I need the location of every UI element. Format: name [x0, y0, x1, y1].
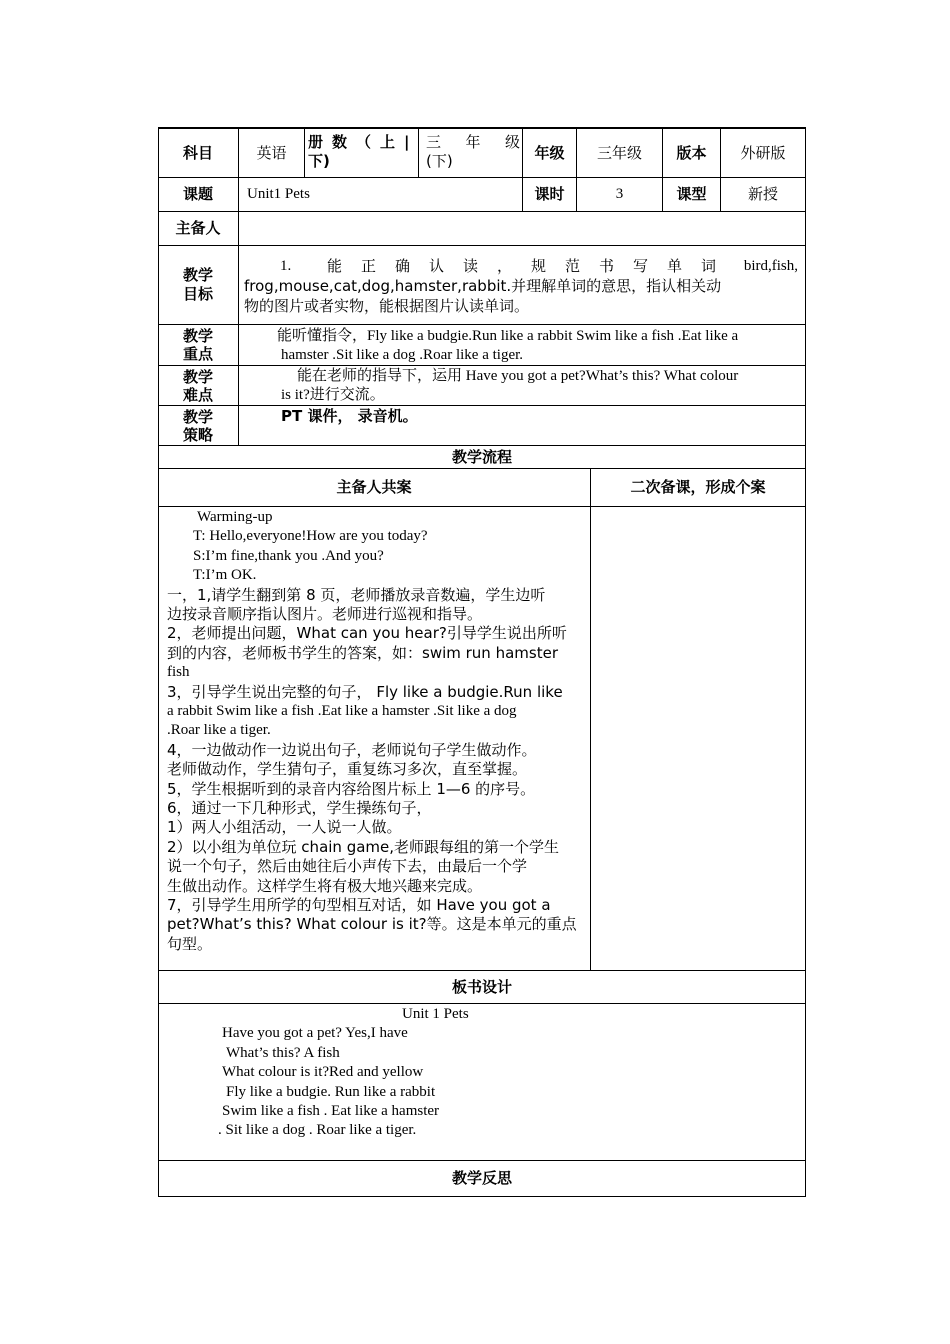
key-points-line1: 能听懂指令，Fly like a budgie.Run like a rabbit Swim like a fish .Eat like a	[277, 328, 739, 344]
label-objectives	[158, 246, 238, 324]
value-periods: 3	[615, 186, 624, 202]
label-difficulties	[158, 366, 238, 405]
board-line: Have you got a pet? Yes,I have	[222, 1025, 408, 1042]
value-volume-line1	[426, 133, 520, 152]
label-edition: 版本	[676, 143, 707, 162]
process-line: .Roar like a tiger.	[167, 722, 271, 739]
difficulties-line1: 能在老师的指导下，运用 Have you got a pet?What’s this? What colour	[297, 368, 739, 384]
objectives-line2: frog,mouse,cat,dog,hamster,rabbit.并理解单词的意思，指认相关动	[244, 277, 722, 295]
rule	[158, 1196, 806, 1197]
label-topic: 课题	[182, 185, 213, 203]
value-topic: Unit1 Pets	[247, 186, 310, 202]
rule	[158, 245, 806, 246]
label-grade: 年级	[534, 143, 565, 162]
rule	[158, 405, 806, 406]
objectives-text	[244, 256, 798, 316]
process-line: 一，1,请学生翻到第 8 页，老师播放录音数遍，学生边听	[167, 585, 546, 604]
process-line: 生做出动作。这样学生将有极大地兴趣来完成。	[167, 876, 483, 895]
value-edition: 外研版	[740, 143, 786, 162]
volume-char: 三	[426, 133, 442, 151]
label-volume	[308, 133, 419, 177]
process-line: T: Hello,everyone!How are you today?	[193, 528, 428, 545]
label-line: 策略	[182, 425, 213, 444]
volume-char: 年	[465, 133, 481, 151]
label-volume-line1: 册数（上|	[308, 133, 419, 151]
difficulties-line2: is it?进行交流。	[281, 387, 385, 403]
process-body	[167, 508, 581, 968]
process-line: T:I’m OK.	[193, 567, 257, 584]
process-line: 3，引导学生说出完整的句子， Fly like a budgie.Run like	[167, 682, 563, 701]
process-line: 5，学生根据听到的录音内容给图片标上 1—6 的序号。	[167, 779, 536, 798]
objectives-line1-zh: 能正确认读，规范书写单词	[327, 257, 736, 275]
rule	[158, 1003, 806, 1004]
section-board-design: 板书设计	[451, 977, 512, 996]
label-line: 教学	[182, 407, 213, 426]
board-line: Swim like a fish . Eat like a hamster	[222, 1103, 440, 1119]
process-line: 6，通过一下几种形式，学生操练句子，	[167, 799, 432, 817]
board-line: What colour is it?Red and yellow	[222, 1064, 424, 1081]
process-line: 老师做动作，学生猜句子，重复练习多次，直至掌握。	[167, 760, 528, 779]
objectives-number: 1.	[280, 258, 292, 274]
rule	[304, 127, 305, 177]
difficulties-text	[244, 367, 798, 405]
process-line: pet?What’s this? What colour is it?等。这是本单元的重点	[167, 915, 577, 934]
board-line: . Sit like a dog . Roar like a tiger.	[218, 1122, 417, 1139]
board-body	[158, 1005, 806, 1160]
key-points-text	[244, 327, 798, 365]
process-line: S:I’m fine,thank you .And you?	[193, 547, 384, 564]
process-line: 2，老师提出问题，What can you hear?引导学生说出所听	[167, 624, 567, 643]
board-line: What’s this? A fish	[226, 1044, 340, 1061]
rule	[158, 365, 806, 366]
label-key-points	[158, 325, 238, 365]
process-line: 说一个句子，然后由她往后小声传下去，由最后一个学	[167, 857, 528, 876]
objectives-line1	[244, 256, 798, 276]
process-line: 边按录音顺序指认图片。老师进行巡视和指导。	[167, 605, 483, 623]
section-reflection: 教学反思	[451, 1169, 512, 1187]
process-line: Warming-up	[197, 509, 273, 525]
label-line: 难点	[182, 385, 213, 404]
process-line: 1）两人小组活动，一人说一人做。	[167, 818, 402, 837]
process-line: 7，引导学生用所学的句型相互对话，如 Have you got a	[167, 896, 551, 914]
value-subject: 英语	[256, 143, 287, 162]
board-line: Fly like a budgie. Run like a rabbit	[226, 1083, 436, 1100]
label-line: 教学	[182, 266, 213, 284]
process-line: 4，一边做动作一边说出句子，老师说句子学生做动作。	[167, 740, 537, 759]
label-subject: 科目	[182, 143, 213, 162]
value-grade: 三年级	[596, 143, 642, 162]
strategy-text: PT 课件， 录音机。	[281, 407, 418, 425]
label-lesson-type: 课型	[676, 185, 707, 203]
label-line: 教学	[182, 327, 213, 345]
lesson-plan-table	[158, 127, 806, 1197]
label-line: 目标	[182, 285, 213, 303]
value-volume	[426, 133, 522, 177]
process-line: fish	[167, 664, 190, 681]
label-line: 重点	[182, 345, 213, 363]
value-lesson-type: 新授	[747, 185, 778, 203]
board-line: Unit 1 Pets	[402, 1006, 469, 1022]
rule	[158, 506, 806, 507]
rule	[418, 127, 419, 177]
key-points-line2: hamster .Sit like a dog .Roar like a tiger.	[281, 347, 524, 363]
rule	[590, 468, 591, 970]
rule	[158, 324, 806, 325]
label-line: 教学	[182, 367, 213, 386]
process-line: a rabbit Swim like a fish .Eat like a hamster .Sit like a dog	[167, 703, 517, 719]
process-line: 到的内容，老师板书学生的答案，如：swim run hamster	[167, 643, 558, 662]
label-volume-line2: 下)	[308, 152, 330, 170]
label-strategy	[158, 406, 238, 445]
label-lead-preparer: 主备人	[175, 219, 221, 237]
column-individual-plan: 二次备课，形成个案	[630, 478, 766, 496]
section-teaching-process: 教学流程	[451, 447, 512, 466]
objectives-line3: 物的图片或者实物，能根据图片认读单词。	[244, 297, 530, 315]
volume-char: 级	[504, 133, 520, 151]
column-shared-plan: 主备人共案	[336, 478, 412, 496]
value-volume-line2: (下)	[426, 152, 453, 170]
process-line: 句型。	[167, 934, 213, 953]
rule	[158, 211, 806, 212]
process-line: 2）以小组为单位玩 chain game,老师跟每组的第一个学生	[167, 837, 560, 856]
objectives-line1-en: bird,fish,	[743, 258, 798, 274]
label-periods: 课时	[534, 185, 565, 203]
